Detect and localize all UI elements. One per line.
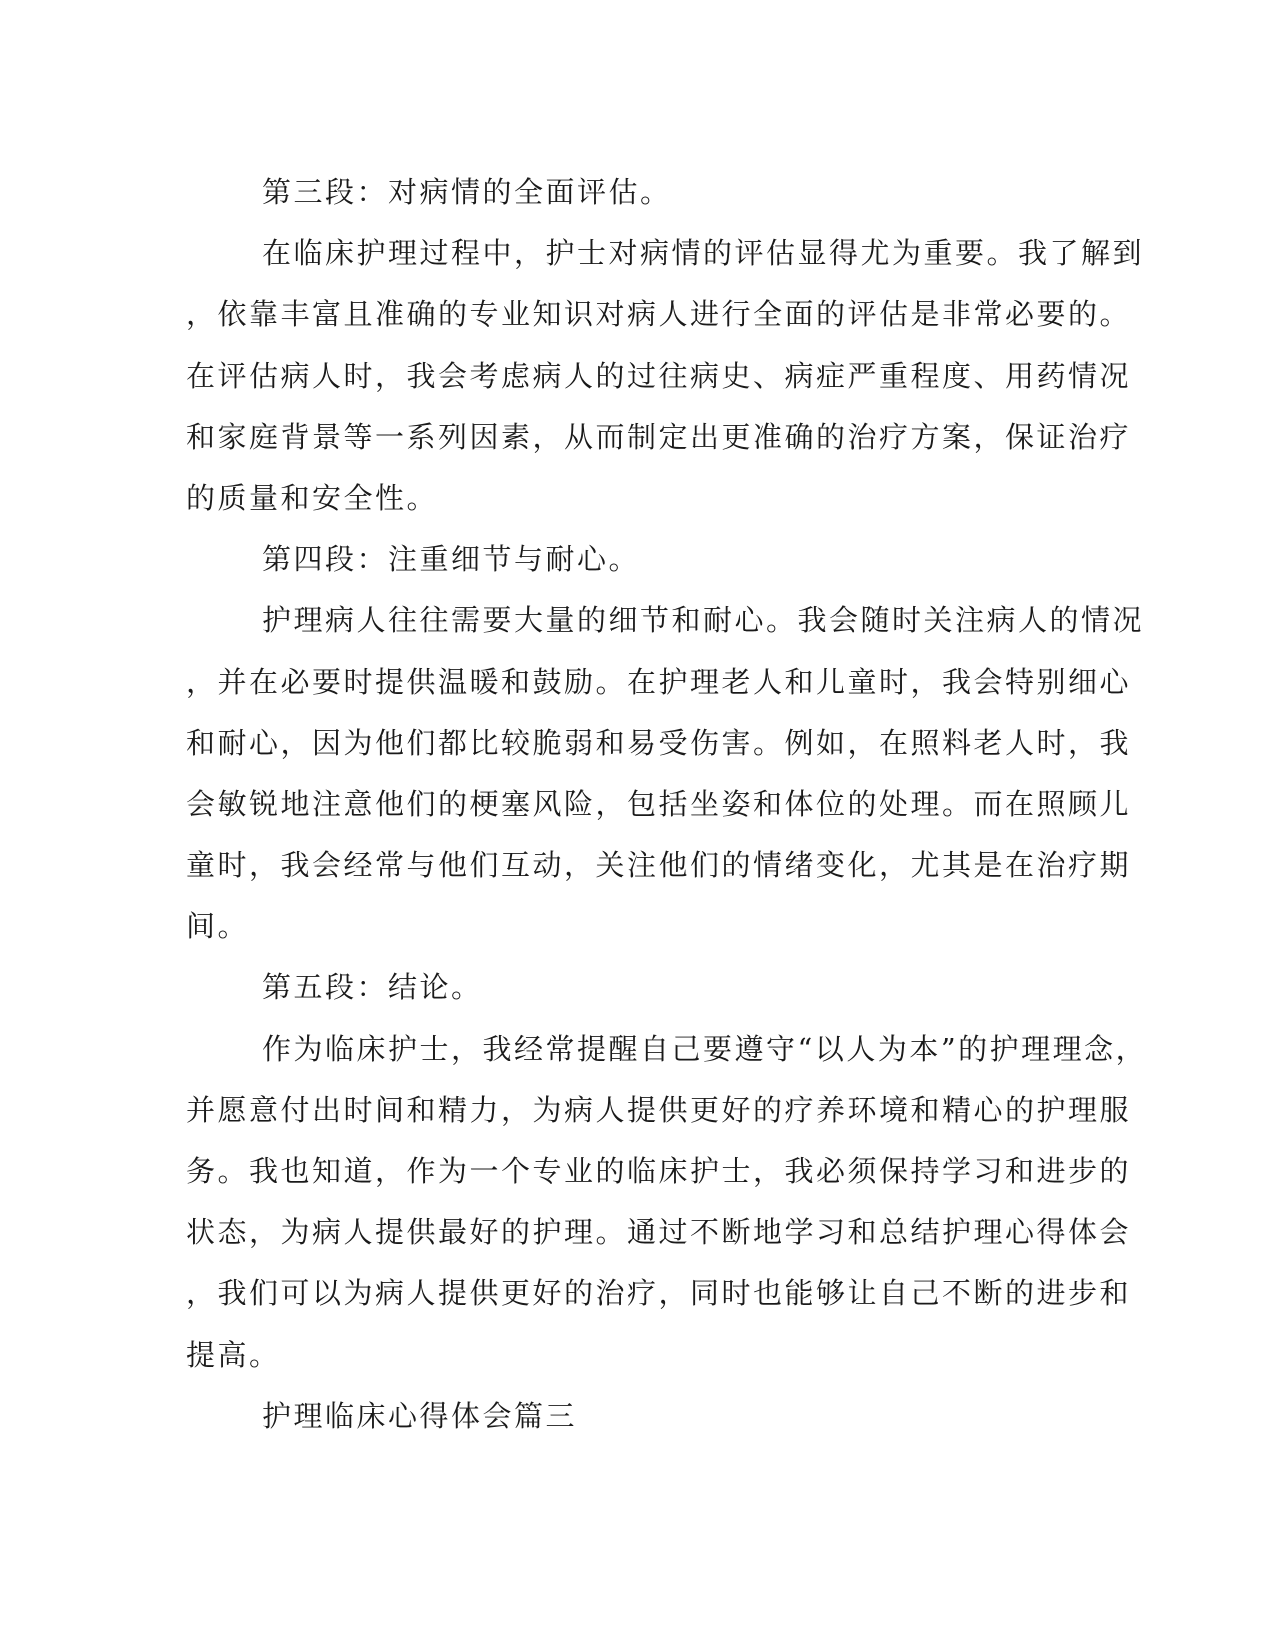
paragraph-line: ，依靠丰富且准确的专业知识对病人进行全面的评估是非常必要的。 xyxy=(186,297,1132,332)
section-heading-4: 第四段：注重细节与耐心。 xyxy=(262,542,641,577)
section-heading-3: 第三段：对病情的全面评估。 xyxy=(262,175,672,209)
paragraph-line: 在临床护理过程中，护士对病情的评估显得尤为重要。我了解到 xyxy=(262,236,1145,271)
article-title-part-3: 护理临床心得体会篇三 xyxy=(262,1398,578,1433)
paragraph-line: 和家庭背景等一系列因素，从而制定出更准确的治疗方案，保证治疗 xyxy=(186,419,1132,454)
paragraph-line: 护理病人往往需要大量的细节和耐心。我会随时关注病人的情况 xyxy=(262,603,1145,638)
paragraph-line: 状态，为病人提供最好的护理。通过不断地学习和总结护理心得体会 xyxy=(186,1215,1132,1250)
paragraph-line: 在评估病人时，我会考虑病人的过往病史、病症严重程度、用药情况 xyxy=(186,358,1132,393)
paragraph-line: 会敏锐地注意他们的梗塞风险，包括坐姿和体位的处理。而在照顾儿 xyxy=(186,786,1132,821)
paragraph-line: 作为临床护士，我经常提醒自己要遵守“以人为本”的护理理念， xyxy=(262,1031,1148,1066)
paragraph-line: 提高。 xyxy=(186,1337,281,1372)
paragraph-line: 并愿意付出时间和精力，为病人提供更好的疗养环境和精心的护理服 xyxy=(186,1092,1132,1127)
paragraph-line: 和耐心，因为他们都比较脆弱和易受伤害。例如，在照料老人时，我 xyxy=(186,725,1132,760)
paragraph-line: 的质量和安全性。 xyxy=(186,480,439,515)
document-body xyxy=(186,162,1148,1447)
paragraph-line: 童时，我会经常与他们互动，关注他们的情绪变化，尤其是在治疗期 xyxy=(186,848,1132,883)
section-heading-5: 第五段：结论。 xyxy=(262,970,483,1005)
paragraph-line: 务。我也知道，作为一个专业的临床护士，我必须保持学习和进步的 xyxy=(186,1154,1132,1188)
paragraph-line: ，并在必要时提供温暖和鼓励。在护理老人和儿童时，我会特别细心 xyxy=(186,664,1132,699)
paragraph-line: 间。 xyxy=(186,909,250,944)
paragraph-line: ，我们可以为病人提供更好的治疗，同时也能够让自己不断的进步和 xyxy=(186,1276,1132,1311)
